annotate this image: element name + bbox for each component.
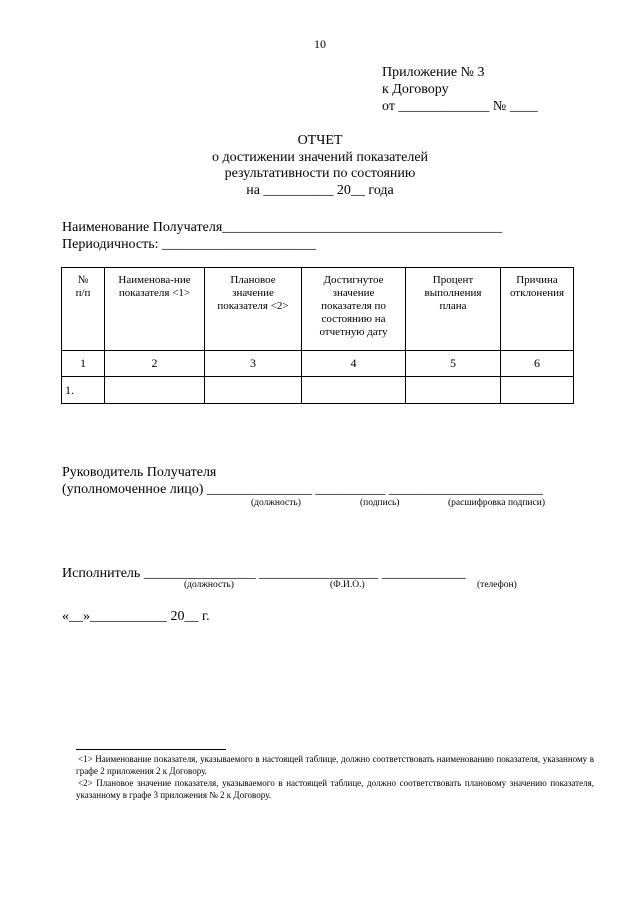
header-cell: Плановое значение показателя <2>	[205, 268, 302, 351]
indicators-table	[61, 267, 574, 404]
report-subtitle-2: результативности по состоянию	[224, 166, 416, 181]
column-number-cell: 5	[406, 351, 501, 377]
page-number: 10	[314, 37, 326, 51]
column-number-cell: 3	[205, 351, 302, 377]
table-header-row	[62, 268, 574, 351]
footnote-2: <2> Плановое значение показателя, указываемого в настоящей таблице, должно соответствовать плановому значению показателя, указанному в графе 3 приложения № 2 к Договору.	[76, 778, 594, 800]
column-number-cell: 6	[501, 351, 574, 377]
table-cell	[406, 377, 501, 404]
column-number-cell: 4	[302, 351, 406, 377]
executor-line: Исполнитель ________________ _________________ ____________	[62, 566, 466, 581]
header-cell: Причина отклонения	[501, 268, 574, 351]
table-cell: 1.	[62, 377, 105, 404]
caption-signature: (подпись)	[360, 498, 400, 508]
caption-executor-position: (должность)	[184, 580, 234, 590]
appendix-header	[382, 64, 538, 115]
caption-signature-decoding: (расшифровка подписи)	[448, 498, 545, 508]
recipient-name-line: Наименование Получателя________________________________________	[62, 220, 503, 235]
column-number-row	[62, 351, 574, 377]
appendix-contract-date: от _____________ № ____	[382, 99, 538, 114]
table-row	[62, 377, 574, 404]
report-heading	[0, 133, 640, 199]
header-cell: Наименова-ние показателя <1>	[105, 268, 205, 351]
header-cell: № п/п	[62, 268, 105, 351]
document-date-line: «__»___________ 20__ г.	[62, 609, 210, 624]
report-subtitle-1: о достижении значений показателей	[211, 149, 429, 165]
caption-position: (должность)	[251, 498, 301, 508]
appendix-number: Приложение № 3	[382, 65, 485, 80]
column-number-cell: 1	[62, 351, 105, 377]
footnote-1: <1> Наименование показателя, указываемого в настоящей таблице, должно соответствовать наименованию показателя, указанному в графе 2 приложения 2 к Договору.	[76, 754, 594, 776]
recipient-block	[62, 219, 502, 253]
table-cell	[302, 377, 406, 404]
periodicity-line: Периодичность: ______________________	[62, 237, 317, 252]
table-cell	[205, 377, 302, 404]
caption-executor-phone: (телефон)	[477, 580, 517, 590]
caption-executor-name: (Ф.И.О.)	[330, 580, 365, 590]
table-cell	[501, 377, 574, 404]
head-signature-block	[62, 464, 543, 498]
footnotes	[76, 753, 594, 801]
header-cell: Процент выполнения плана	[406, 268, 501, 351]
report-date-line: на __________ 20__ года	[246, 182, 394, 198]
appendix-contract: к Договору	[382, 82, 449, 97]
header-cell: Достигнутое значение показателя по состоянию на отчетную дату	[302, 268, 406, 351]
head-title: Руководитель Получателя	[62, 465, 217, 480]
footnote-divider	[76, 749, 226, 750]
report-title: ОТЧЕТ	[297, 133, 343, 148]
head-signature-line: (уполномоченное лицо) _______________ __________ ______________________	[62, 482, 543, 497]
table-cell	[105, 377, 205, 404]
column-number-cell: 2	[105, 351, 205, 377]
